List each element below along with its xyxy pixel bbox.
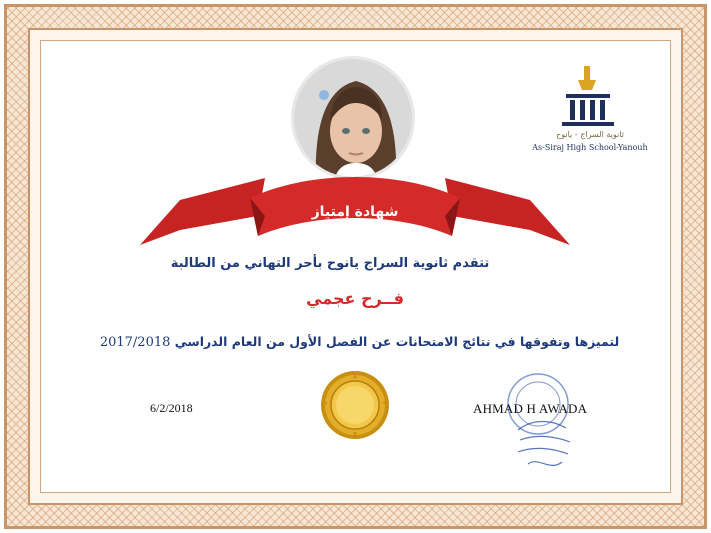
school-name-english: As-Siraj High School-Yanouh — [532, 143, 648, 152]
school-name-arabic: ثانوية السراج - يانوح — [556, 130, 624, 139]
presenter-line: تتقدم ثانوية السراج يانوح بأحر التهاني من الطالبة — [170, 256, 490, 271]
reason-text: لتميزها وتفوقها في نتائج الامتحانات عن الفصل الأول من العام الدراسي — [174, 334, 620, 349]
title-ribbon — [140, 160, 570, 260]
student-name: فــرح عجمي — [306, 289, 404, 308]
school-stamp-icon — [478, 368, 588, 478]
academic-year: 2017/2018 — [99, 335, 171, 350]
signatory-name: AHMAD H AWADA — [473, 401, 588, 416]
ribbon-title: شهادة إمتياز — [311, 204, 399, 220]
certificate-date: 6/2/2018 — [150, 401, 193, 415]
reason-line — [92, 334, 627, 350]
gold-seal-icon — [320, 370, 390, 440]
school-logo-icon — [548, 66, 628, 128]
